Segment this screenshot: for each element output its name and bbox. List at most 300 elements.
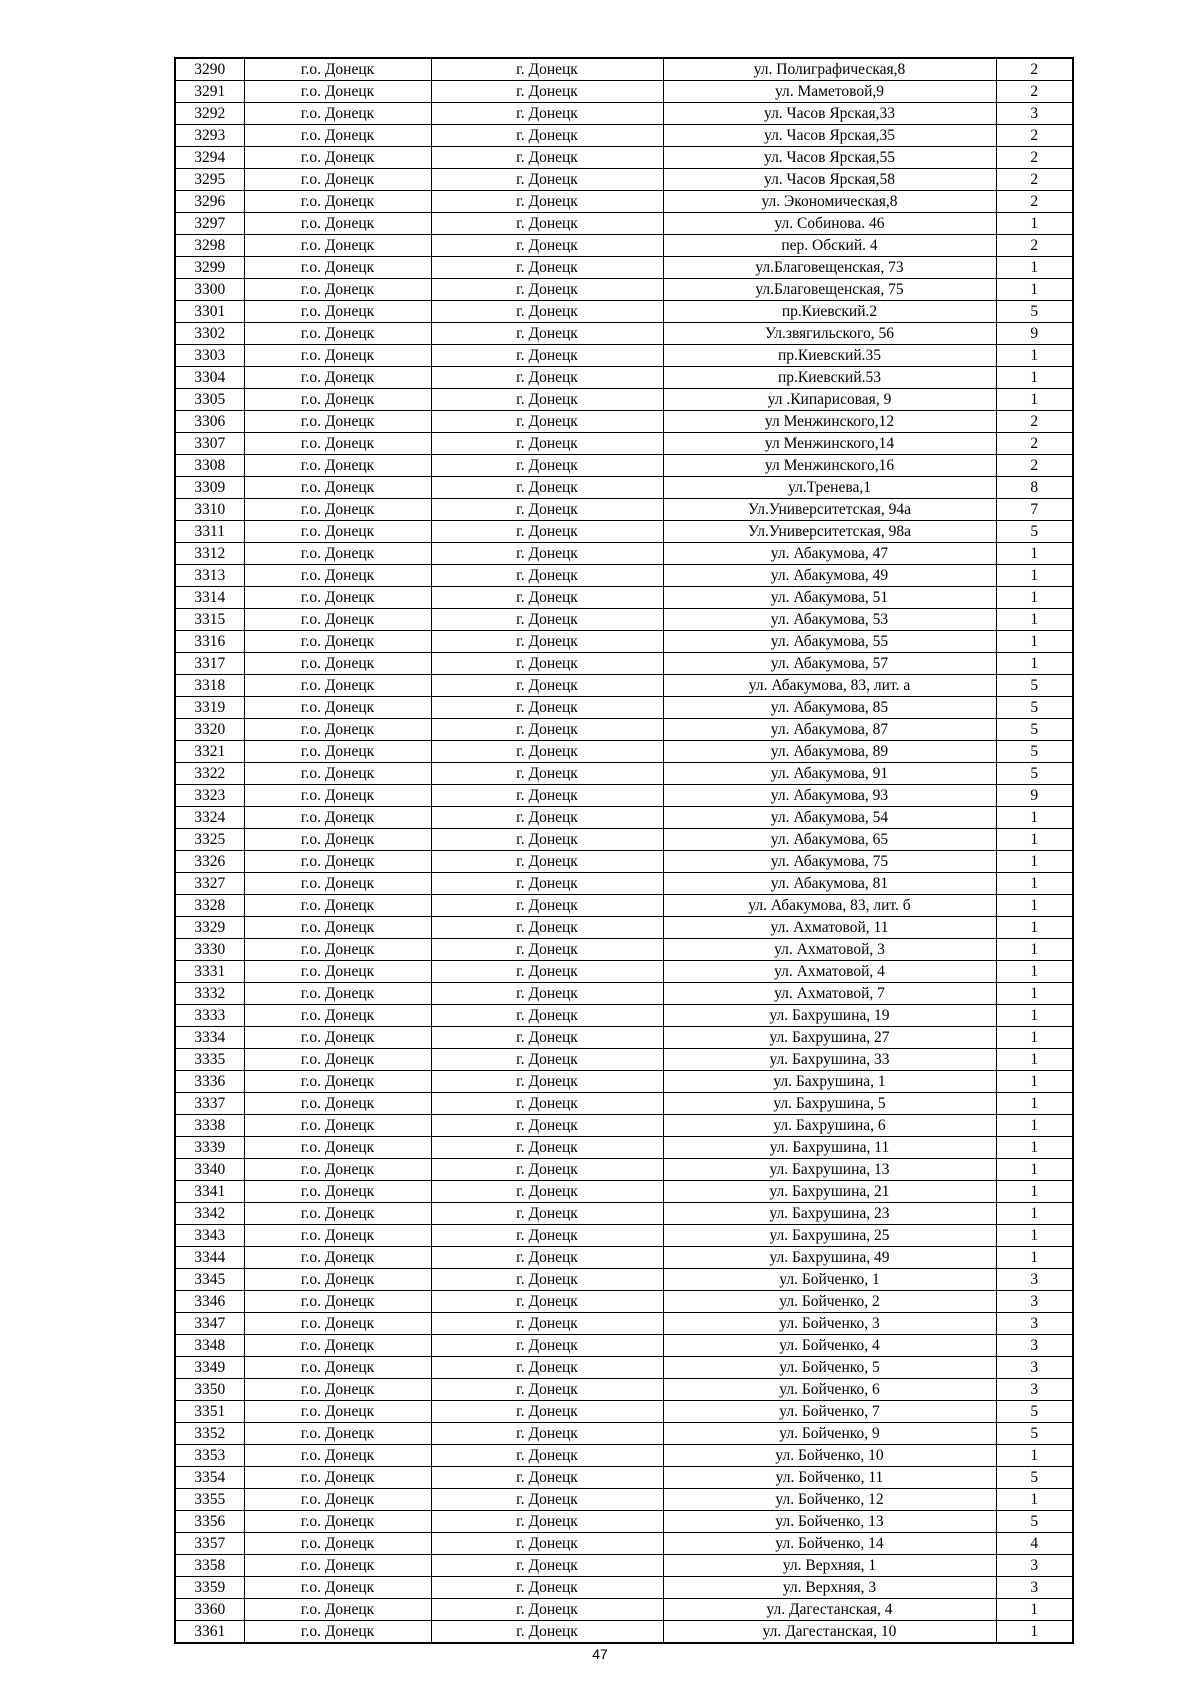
street-address-cell: Ул.звягильского, 56 — [663, 323, 996, 345]
district-cell: г.о. Донецк — [244, 1511, 431, 1533]
row-number-cell: 3331 — [175, 961, 244, 983]
row-number-cell: 3308 — [175, 455, 244, 477]
city-cell: г. Донецк — [431, 455, 663, 477]
street-address-cell: ул. Бойченко, 4 — [663, 1335, 996, 1357]
street-address-cell: ул. Бахрушина, 33 — [663, 1049, 996, 1071]
quantity-cell: 2 — [996, 81, 1073, 103]
street-address-cell: ул Менжинского,12 — [663, 411, 996, 433]
quantity-cell: 1 — [996, 389, 1073, 411]
district-cell: г.о. Донецк — [244, 1093, 431, 1115]
row-number-cell: 3291 — [175, 81, 244, 103]
city-cell: г. Донецк — [431, 301, 663, 323]
table-row — [175, 81, 1073, 103]
table-row — [175, 609, 1073, 631]
district-cell: г.о. Донецк — [244, 543, 431, 565]
row-number-cell: 3357 — [175, 1533, 244, 1555]
street-address-cell: ул. Бахрушина, 49 — [663, 1247, 996, 1269]
table-row — [175, 543, 1073, 565]
quantity-cell: 2 — [996, 433, 1073, 455]
district-cell: г.о. Донецк — [244, 1269, 431, 1291]
city-cell: г. Донецк — [431, 631, 663, 653]
street-address-cell: ул. Бойченко, 9 — [663, 1423, 996, 1445]
district-cell: г.о. Донецк — [244, 1533, 431, 1555]
address-table — [174, 57, 1074, 1644]
quantity-cell: 1 — [996, 983, 1073, 1005]
quantity-cell: 8 — [996, 477, 1073, 499]
quantity-cell: 1 — [996, 1621, 1073, 1644]
district-cell: г.о. Донецк — [244, 719, 431, 741]
table-row — [175, 851, 1073, 873]
row-number-cell: 3324 — [175, 807, 244, 829]
quantity-cell: 1 — [996, 1225, 1073, 1247]
street-address-cell: ул Менжинского,16 — [663, 455, 996, 477]
row-number-cell: 3320 — [175, 719, 244, 741]
quantity-cell: 3 — [996, 1555, 1073, 1577]
quantity-cell: 3 — [996, 1269, 1073, 1291]
table-row — [175, 521, 1073, 543]
district-cell: г.о. Донецк — [244, 1313, 431, 1335]
district-cell: г.о. Донецк — [244, 917, 431, 939]
quantity-cell: 1 — [996, 961, 1073, 983]
district-cell: г.о. Донецк — [244, 763, 431, 785]
district-cell: г.о. Донецк — [244, 169, 431, 191]
row-number-cell: 3351 — [175, 1401, 244, 1423]
city-cell: г. Донецк — [431, 653, 663, 675]
district-cell: г.о. Донецк — [244, 147, 431, 169]
district-cell: г.о. Донецк — [244, 235, 431, 257]
street-address-cell: ул. Бойченко, 2 — [663, 1291, 996, 1313]
city-cell: г. Донецк — [431, 697, 663, 719]
district-cell: г.о. Донецк — [244, 125, 431, 147]
street-address-cell: ул. Бойченко, 1 — [663, 1269, 996, 1291]
row-number-cell: 3298 — [175, 235, 244, 257]
quantity-cell: 1 — [996, 1027, 1073, 1049]
city-cell: г. Донецк — [431, 345, 663, 367]
row-number-cell: 3332 — [175, 983, 244, 1005]
street-address-cell: ул. Абакумова, 47 — [663, 543, 996, 565]
row-number-cell: 3343 — [175, 1225, 244, 1247]
city-cell: г. Донецк — [431, 917, 663, 939]
street-address-cell: ул. Абакумова, 91 — [663, 763, 996, 785]
table-row — [175, 1489, 1073, 1511]
quantity-cell: 2 — [996, 147, 1073, 169]
district-cell: г.о. Донецк — [244, 983, 431, 1005]
district-cell: г.о. Донецк — [244, 1357, 431, 1379]
street-address-cell: пр.Киевский.2 — [663, 301, 996, 323]
city-cell: г. Донецк — [431, 499, 663, 521]
district-cell: г.о. Донецк — [244, 631, 431, 653]
row-number-cell: 3322 — [175, 763, 244, 785]
city-cell: г. Донецк — [431, 1093, 663, 1115]
quantity-cell: 1 — [996, 895, 1073, 917]
quantity-cell: 1 — [996, 543, 1073, 565]
district-cell: г.о. Донецк — [244, 961, 431, 983]
quantity-cell: 2 — [996, 169, 1073, 191]
city-cell: г. Донецк — [431, 521, 663, 543]
district-cell: г.о. Донецк — [244, 1291, 431, 1313]
quantity-cell: 1 — [996, 213, 1073, 235]
table-row — [175, 1049, 1073, 1071]
district-cell: г.о. Донецк — [244, 587, 431, 609]
row-number-cell: 3313 — [175, 565, 244, 587]
quantity-cell: 5 — [996, 1511, 1073, 1533]
row-number-cell: 3323 — [175, 785, 244, 807]
city-cell: г. Донецк — [431, 1357, 663, 1379]
district-cell: г.о. Донецк — [244, 499, 431, 521]
quantity-cell: 3 — [996, 1291, 1073, 1313]
street-address-cell: ул. Бахрушина, 13 — [663, 1159, 996, 1181]
quantity-cell: 1 — [996, 1247, 1073, 1269]
row-number-cell: 3305 — [175, 389, 244, 411]
city-cell: г. Донецк — [431, 807, 663, 829]
street-address-cell: ул. Дагестанская, 4 — [663, 1599, 996, 1621]
row-number-cell: 3339 — [175, 1137, 244, 1159]
district-cell: г.о. Донецк — [244, 191, 431, 213]
table-row — [175, 411, 1073, 433]
quantity-cell: 9 — [996, 785, 1073, 807]
quantity-cell: 2 — [996, 455, 1073, 477]
row-number-cell: 3360 — [175, 1599, 244, 1621]
quantity-cell: 1 — [996, 367, 1073, 389]
city-cell: г. Донецк — [431, 58, 663, 81]
city-cell: г. Донецк — [431, 1181, 663, 1203]
row-number-cell: 3326 — [175, 851, 244, 873]
quantity-cell: 1 — [996, 345, 1073, 367]
district-cell: г.о. Донецк — [244, 1401, 431, 1423]
city-cell: г. Донецк — [431, 1555, 663, 1577]
street-address-cell: ул. Бойченко, 14 — [663, 1533, 996, 1555]
street-address-cell: ул. Ахматовой, 4 — [663, 961, 996, 983]
row-number-cell: 3341 — [175, 1181, 244, 1203]
table-row — [175, 1027, 1073, 1049]
table-row — [175, 917, 1073, 939]
city-cell: г. Донецк — [431, 741, 663, 763]
table-row — [175, 1555, 1073, 1577]
district-cell: г.о. Донецк — [244, 367, 431, 389]
table-row — [175, 1467, 1073, 1489]
quantity-cell: 2 — [996, 191, 1073, 213]
quantity-cell: 3 — [996, 1379, 1073, 1401]
table-row — [175, 1159, 1073, 1181]
quantity-cell: 5 — [996, 719, 1073, 741]
street-address-cell: ул. Экономическая,8 — [663, 191, 996, 213]
quantity-cell: 5 — [996, 1401, 1073, 1423]
district-cell: г.о. Донецк — [244, 1005, 431, 1027]
street-address-cell: ул. Абакумова, 83, лит. б — [663, 895, 996, 917]
table-row — [175, 323, 1073, 345]
street-address-cell: ул. Бойченко, 12 — [663, 1489, 996, 1511]
row-number-cell: 3352 — [175, 1423, 244, 1445]
city-cell: г. Донецк — [431, 103, 663, 125]
quantity-cell: 1 — [996, 587, 1073, 609]
row-number-cell: 3334 — [175, 1027, 244, 1049]
city-cell: г. Донецк — [431, 1335, 663, 1357]
street-address-cell: ул. Абакумова, 49 — [663, 565, 996, 587]
street-address-cell: ул. Бойченко, 10 — [663, 1445, 996, 1467]
district-cell: г.о. Донецк — [244, 741, 431, 763]
city-cell: г. Донецк — [431, 675, 663, 697]
street-address-cell: ул. Верхняя, 3 — [663, 1577, 996, 1599]
city-cell: г. Донецк — [431, 1533, 663, 1555]
quantity-cell: 1 — [996, 279, 1073, 301]
row-number-cell: 3335 — [175, 1049, 244, 1071]
table-row — [175, 587, 1073, 609]
row-number-cell: 3347 — [175, 1313, 244, 1335]
table-row — [175, 961, 1073, 983]
district-cell: г.о. Донецк — [244, 1445, 431, 1467]
quantity-cell: 5 — [996, 763, 1073, 785]
city-cell: г. Донецк — [431, 1511, 663, 1533]
street-address-cell: ул. Полиграфическая,8 — [663, 58, 996, 81]
street-address-cell: Ул.Университетская, 94а — [663, 499, 996, 521]
city-cell: г. Донецк — [431, 169, 663, 191]
district-cell: г.о. Донецк — [244, 785, 431, 807]
table-row — [175, 169, 1073, 191]
city-cell: г. Донецк — [431, 1467, 663, 1489]
row-number-cell: 3354 — [175, 1467, 244, 1489]
quantity-cell: 1 — [996, 1137, 1073, 1159]
table-row — [175, 1599, 1073, 1621]
quantity-cell: 1 — [996, 1181, 1073, 1203]
street-address-cell: ул. Абакумова, 54 — [663, 807, 996, 829]
city-cell: г. Донецк — [431, 1203, 663, 1225]
table-row — [175, 1379, 1073, 1401]
street-address-cell: ул. Бахрушина, 6 — [663, 1115, 996, 1137]
street-address-cell: ул. Часов Ярская,33 — [663, 103, 996, 125]
city-cell: г. Донецк — [431, 961, 663, 983]
address-table-body — [175, 58, 1073, 1643]
quantity-cell: 5 — [996, 675, 1073, 697]
city-cell: г. Донецк — [431, 1247, 663, 1269]
quantity-cell: 1 — [996, 939, 1073, 961]
quantity-cell: 7 — [996, 499, 1073, 521]
quantity-cell: 1 — [996, 1445, 1073, 1467]
district-cell: г.о. Донецк — [244, 411, 431, 433]
district-cell: г.о. Донецк — [244, 1247, 431, 1269]
district-cell: г.о. Донецк — [244, 609, 431, 631]
row-number-cell: 3299 — [175, 257, 244, 279]
city-cell: г. Донецк — [431, 367, 663, 389]
city-cell: г. Донецк — [431, 1577, 663, 1599]
city-cell: г. Донецк — [431, 851, 663, 873]
city-cell: г. Донецк — [431, 543, 663, 565]
street-address-cell: ул Менжинского,14 — [663, 433, 996, 455]
district-cell: г.о. Донецк — [244, 521, 431, 543]
district-cell: г.о. Донецк — [244, 433, 431, 455]
district-cell: г.о. Донецк — [244, 1489, 431, 1511]
street-address-cell: ул. Бахрушина, 19 — [663, 1005, 996, 1027]
street-address-cell: ул. Бахрушина, 25 — [663, 1225, 996, 1247]
row-number-cell: 3307 — [175, 433, 244, 455]
row-number-cell: 3310 — [175, 499, 244, 521]
row-number-cell: 3345 — [175, 1269, 244, 1291]
city-cell: г. Донецк — [431, 1401, 663, 1423]
row-number-cell: 3327 — [175, 873, 244, 895]
row-number-cell: 3336 — [175, 1071, 244, 1093]
table-row — [175, 653, 1073, 675]
row-number-cell: 3342 — [175, 1203, 244, 1225]
table-row — [175, 433, 1073, 455]
street-address-cell: ул. Бойченко, 7 — [663, 1401, 996, 1423]
street-address-cell: ул. Ахматовой, 11 — [663, 917, 996, 939]
district-cell: г.о. Донецк — [244, 1203, 431, 1225]
row-number-cell: 3346 — [175, 1291, 244, 1313]
district-cell: г.о. Донецк — [244, 301, 431, 323]
city-cell: г. Донецк — [431, 1313, 663, 1335]
table-row — [175, 477, 1073, 499]
row-number-cell: 3329 — [175, 917, 244, 939]
city-cell: г. Донецк — [431, 1621, 663, 1644]
district-cell: г.о. Донецк — [244, 653, 431, 675]
table-row — [175, 1621, 1073, 1644]
table-row — [175, 1115, 1073, 1137]
table-row — [175, 125, 1073, 147]
district-cell: г.о. Донецк — [244, 873, 431, 895]
table-row — [175, 1313, 1073, 1335]
table-row — [175, 983, 1073, 1005]
row-number-cell: 3338 — [175, 1115, 244, 1137]
row-number-cell: 3358 — [175, 1555, 244, 1577]
page-number: 47 — [592, 1646, 608, 1662]
street-address-cell: ул. Абакумова, 85 — [663, 697, 996, 719]
quantity-cell: 2 — [996, 411, 1073, 433]
district-cell: г.о. Донецк — [244, 697, 431, 719]
row-number-cell: 3300 — [175, 279, 244, 301]
district-cell: г.о. Донецк — [244, 565, 431, 587]
table-row — [175, 58, 1073, 81]
city-cell: г. Донецк — [431, 1489, 663, 1511]
table-row — [175, 1357, 1073, 1379]
table-row — [175, 1093, 1073, 1115]
quantity-cell: 1 — [996, 1203, 1073, 1225]
district-cell: г.о. Донецк — [244, 1049, 431, 1071]
quantity-cell: 5 — [996, 741, 1073, 763]
street-address-cell: ул.Благовещенская, 73 — [663, 257, 996, 279]
table-row — [175, 675, 1073, 697]
row-number-cell: 3292 — [175, 103, 244, 125]
table-row — [175, 631, 1073, 653]
table-row — [175, 345, 1073, 367]
district-cell: г.о. Донецк — [244, 58, 431, 81]
table-row — [175, 279, 1073, 301]
table-row — [175, 1181, 1073, 1203]
quantity-cell: 3 — [996, 1357, 1073, 1379]
table-row — [175, 499, 1073, 521]
table-row — [175, 367, 1073, 389]
city-cell: г. Донецк — [431, 477, 663, 499]
table-row — [175, 1203, 1073, 1225]
table-row — [175, 191, 1073, 213]
table-row — [175, 697, 1073, 719]
city-cell: г. Донецк — [431, 257, 663, 279]
table-row — [175, 565, 1073, 587]
table-row — [175, 1291, 1073, 1313]
city-cell: г. Донецк — [431, 1291, 663, 1313]
row-number-cell: 3290 — [175, 58, 244, 81]
quantity-cell: 1 — [996, 1599, 1073, 1621]
table-row — [175, 1533, 1073, 1555]
table-row — [175, 301, 1073, 323]
row-number-cell: 3350 — [175, 1379, 244, 1401]
row-number-cell: 3312 — [175, 543, 244, 565]
street-address-cell: ул. Собинова. 46 — [663, 213, 996, 235]
quantity-cell: 2 — [996, 125, 1073, 147]
table-row — [175, 719, 1073, 741]
row-number-cell: 3294 — [175, 147, 244, 169]
city-cell: г. Донецк — [431, 235, 663, 257]
row-number-cell: 3349 — [175, 1357, 244, 1379]
quantity-cell: 1 — [996, 1489, 1073, 1511]
table-row — [175, 1269, 1073, 1291]
row-number-cell: 3302 — [175, 323, 244, 345]
street-address-cell: пр.Киевский.35 — [663, 345, 996, 367]
district-cell: г.о. Донецк — [244, 103, 431, 125]
street-address-cell: ул. Абакумова, 57 — [663, 653, 996, 675]
city-cell: г. Донецк — [431, 565, 663, 587]
district-cell: г.о. Донецк — [244, 257, 431, 279]
street-address-cell: Ул.Университетская, 98а — [663, 521, 996, 543]
city-cell: г. Донецк — [431, 939, 663, 961]
street-address-cell: ул. Абакумова, 65 — [663, 829, 996, 851]
quantity-cell: 1 — [996, 851, 1073, 873]
city-cell: г. Донецк — [431, 1005, 663, 1027]
street-address-cell: ул. Бахрушина, 27 — [663, 1027, 996, 1049]
table-row — [175, 741, 1073, 763]
table-row — [175, 455, 1073, 477]
table-row — [175, 763, 1073, 785]
quantity-cell: 1 — [996, 257, 1073, 279]
quantity-cell: 1 — [996, 873, 1073, 895]
street-address-cell: ул. Бахрушина, 1 — [663, 1071, 996, 1093]
table-row — [175, 257, 1073, 279]
quantity-cell: 5 — [996, 1467, 1073, 1489]
quantity-cell: 1 — [996, 807, 1073, 829]
street-address-cell: ул. Ахматовой, 7 — [663, 983, 996, 1005]
street-address-cell: ул. Бахрушина, 23 — [663, 1203, 996, 1225]
street-address-cell: ул. Бойченко, 6 — [663, 1379, 996, 1401]
quantity-cell: 1 — [996, 829, 1073, 851]
row-number-cell: 3321 — [175, 741, 244, 763]
city-cell: г. Донецк — [431, 1115, 663, 1137]
city-cell: г. Донецк — [431, 1423, 663, 1445]
row-number-cell: 3325 — [175, 829, 244, 851]
street-address-cell: ул.Тренева,1 — [663, 477, 996, 499]
district-cell: г.о. Донецк — [244, 279, 431, 301]
quantity-cell: 5 — [996, 697, 1073, 719]
row-number-cell: 3293 — [175, 125, 244, 147]
quantity-cell: 1 — [996, 1159, 1073, 1181]
city-cell: г. Донецк — [431, 1379, 663, 1401]
table-row — [175, 1423, 1073, 1445]
quantity-cell: 1 — [996, 609, 1073, 631]
table-row — [175, 103, 1073, 125]
quantity-cell: 5 — [996, 521, 1073, 543]
district-cell: г.о. Донецк — [244, 939, 431, 961]
district-cell: г.о. Донецк — [244, 213, 431, 235]
district-cell: г.о. Донецк — [244, 1467, 431, 1489]
quantity-cell: 3 — [996, 103, 1073, 125]
table-row — [175, 147, 1073, 169]
row-number-cell: 3348 — [175, 1335, 244, 1357]
city-cell: г. Донецк — [431, 587, 663, 609]
table-row — [175, 829, 1073, 851]
city-cell: г. Донецк — [431, 389, 663, 411]
quantity-cell: 2 — [996, 58, 1073, 81]
street-address-cell: ул. Часов Ярская,55 — [663, 147, 996, 169]
table-row — [175, 1511, 1073, 1533]
row-number-cell: 3317 — [175, 653, 244, 675]
street-address-cell: ул. Маметовой,9 — [663, 81, 996, 103]
